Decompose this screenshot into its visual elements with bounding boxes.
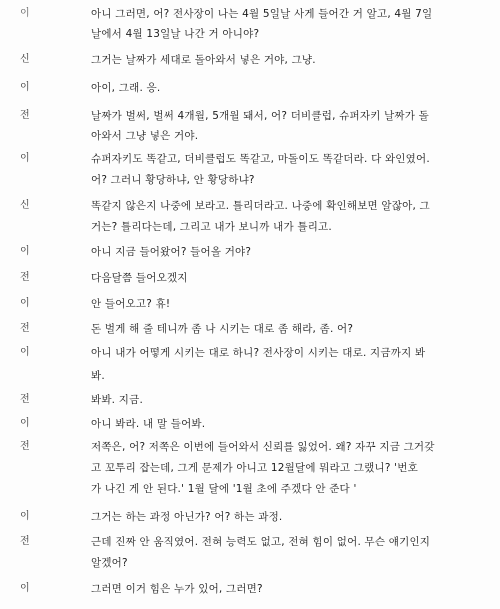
dialogue-text: 돈 벌게 해 줄 테니까 좀 나 시키는 대로 좀 해라, 좀. 어? — [91, 323, 354, 335]
dialogue-text: 슈퍼자키도 똑같고, 더비클럽도 똑같고, 마돌이도 똑같더라. 다 와인였어. — [91, 153, 430, 165]
dialogue-text: 봐. — [91, 370, 105, 382]
speaker-label: 이 — [20, 8, 30, 19]
dialogue-text: 그러면 이거 힘은 누가 있어, 그러면? — [91, 583, 263, 595]
dialogue-text: 똑같지 않은지 나중에 보라고. 틀리더라고. 나중에 확인해보면 알잖아, 그 — [91, 200, 430, 212]
speaker-label: 전 — [20, 394, 30, 405]
dialogue-text: 아니 그러면, 어? 전사장이 나는 4월 5일날 사게 들어간 거 알고, 4월 7일 — [91, 8, 433, 20]
speaker-label: 이 — [20, 583, 30, 594]
dialogue-text: 아니 지금 들어왔어? 들어올 거야? — [91, 246, 252, 258]
speaker-label: 이 — [20, 82, 30, 93]
dialogue-text: 아니 내가 어떻게 시키는 대로 하니? 전사장이 시키는 대로. 지금까지 봐 — [91, 347, 426, 359]
dialogue-text: 어? 그러니 황당하냐, 안 황당하냐? — [91, 174, 255, 186]
dialogue-text: 근데 진짜 안 움직였어. 전혀 능력도 없고, 전혀 힘이 없어. 무슨 얘기인지 — [91, 536, 431, 548]
speaker-label: 이 — [20, 418, 30, 429]
speaker-label: 전 — [20, 110, 30, 121]
speaker-label: 전 — [20, 441, 30, 452]
speaker-label: 이 — [20, 511, 30, 522]
dialogue-text: 아와서 그냥 넣은 거야. — [91, 130, 199, 142]
dialogue-text: 다음달쯤 들어오겠지 — [91, 272, 188, 284]
dialogue-text: 그거는 날짜가 세대로 돌아와서 넣은 거야, 그냥. — [91, 54, 316, 66]
dialogue-text: 봐봐. 지금. — [91, 394, 143, 406]
dialogue-text: 고 꼬투리 잡는데, 그게 문제가 아니고 12월달에 뭐라고 그랬니? '번호 — [91, 462, 418, 474]
speaker-label: 이 — [20, 347, 30, 358]
dialogue-text: 알겠어? — [91, 557, 128, 569]
speaker-label: 이 — [20, 246, 30, 257]
speaker-label: 전 — [20, 536, 30, 547]
speaker-label: 신 — [20, 54, 30, 65]
speaker-label: 전 — [20, 323, 30, 334]
dialogue-text: 저쪽은, 어? 저쪽은 이번에 들어와서 신뢰를 잃었어. 왜? 자꾸 지금 그거갖 — [91, 441, 435, 453]
dialogue-text: 아니 봐라. 내 말 들어봐. — [91, 418, 206, 430]
dialogue-text: 아이, 그래. 응. — [91, 82, 161, 94]
dialogue-text: 가 나긴 게 안 된다.' 1월 달에 '1월 초에 주겠다 안 준다 ' — [91, 483, 357, 495]
speaker-label: 신 — [20, 200, 30, 211]
speaker-label: 전 — [20, 272, 30, 283]
dialogue-text: 그거는 하는 과정 아닌가? 어? 하는 과정. — [91, 511, 283, 523]
dialogue-text: 날짜가 벌써, 벌써 4개월, 5개월 돼서, 어? 더비클럽, 슈퍼자키 날짜가 돌 — [91, 110, 429, 122]
dialogue-text: 날에서 4월 13일날 나간 거 아니야? — [91, 28, 260, 40]
dialogue-text: 안 들어오고? 휴! — [91, 298, 171, 310]
speaker-label: 이 — [20, 153, 30, 164]
dialogue-text: 거는? 틀리다는데, 그리고 내가 보니까 내가 틀리고. — [91, 221, 332, 233]
speaker-label: 이 — [20, 298, 30, 309]
